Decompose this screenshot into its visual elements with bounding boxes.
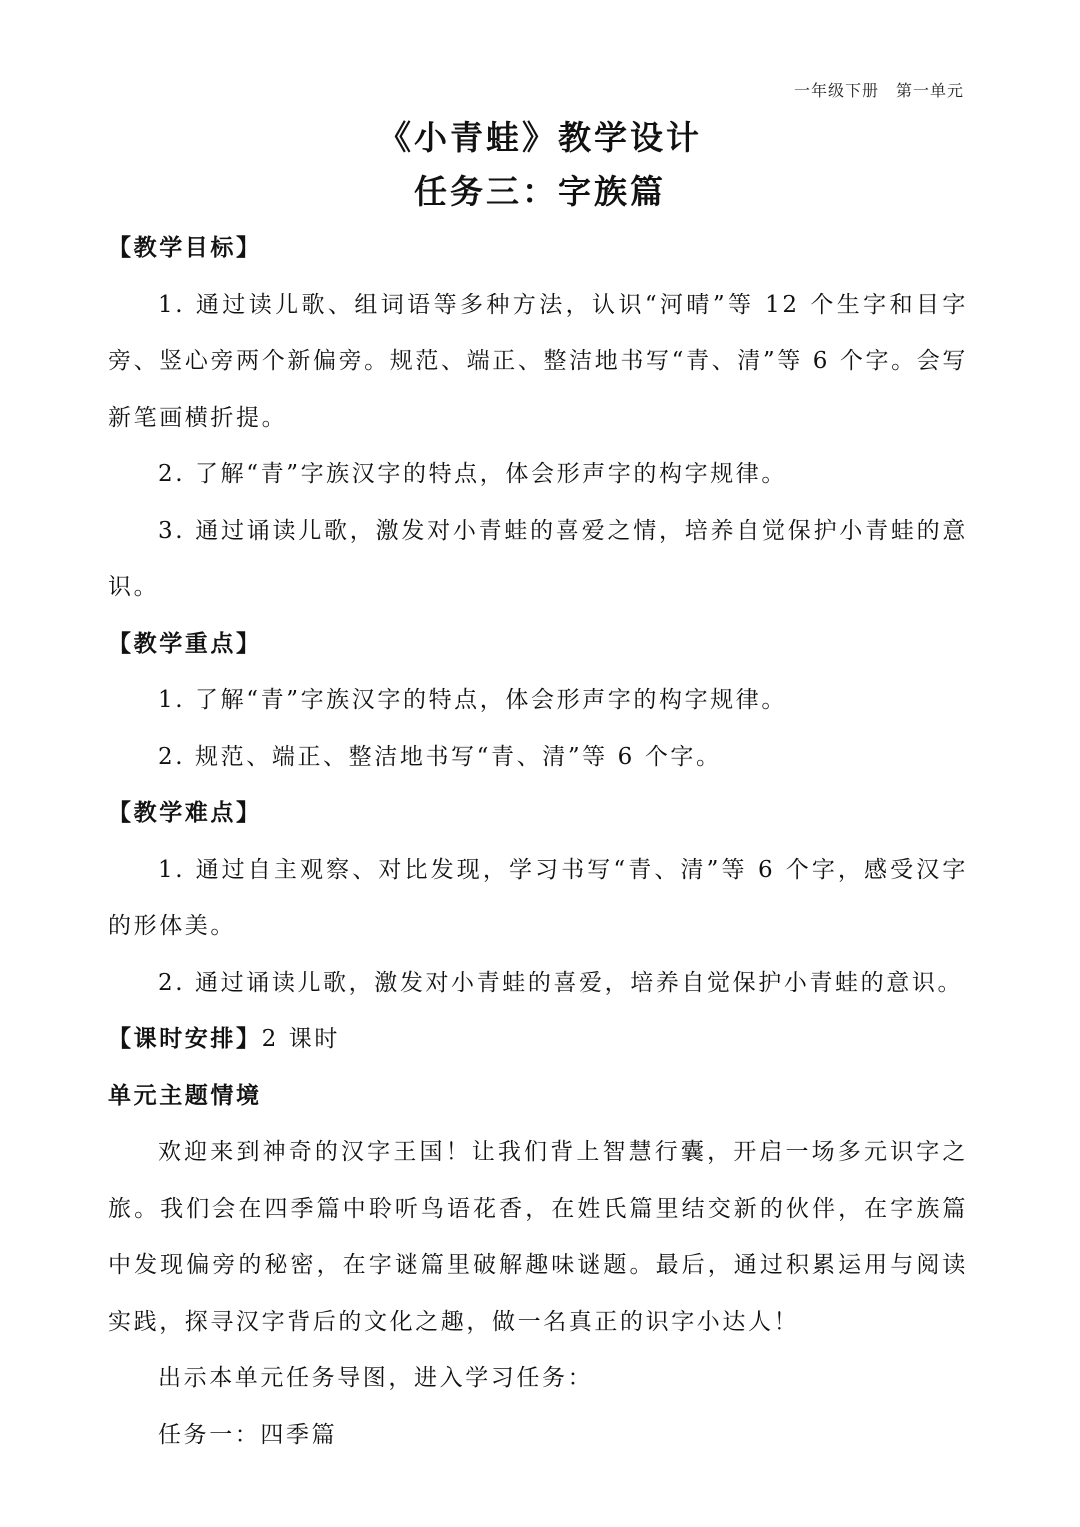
difficulty-item-1: 1. 通过自主观察、对比发现，学习书写“青、清”等 6 个字，感受汉字的形体美。 bbox=[108, 856, 968, 939]
goal-item-1: 1. 通过读儿歌、组词语等多种方法，认识“河晴”等 12 个生字和目字旁、竖心旁两个新偏旁。规范、端正、整洁地书写“青、清”等 6 个字。会写新笔画横折提。 bbox=[108, 291, 968, 431]
schedule-value: 2 课时 bbox=[261, 1026, 340, 1052]
section-heading-difficulties: 【教学难点】 bbox=[108, 799, 262, 826]
unit-theme-paragraph: 欢迎来到神奇的汉字王国！让我们背上智慧行囊，开启一场多元识字之旅。我们会在四季篇中聆听鸟语花香，在姓氏篇里结交新的伙伴，在字族篇中发现偏旁的秘密，在字谜篇里破解趣味谜题。最后，通过积累运用与阅读实践，探寻汉字背后的文化之趣，做一名真正的识字小达人！ bbox=[108, 1139, 968, 1335]
difficulty-item-2: 2. 通过诵读儿歌，激发对小青蛙的喜爱，培养自觉保护小青蛙的意识。 bbox=[158, 969, 964, 996]
key-point-item-1: 1. 了解“青”字族汉字的特点，体会形声字的构字规律。 bbox=[158, 687, 787, 713]
section-heading-key-points: 【教学重点】 bbox=[108, 629, 262, 657]
goal-item-3: 3. 通过诵读儿歌，激发对小青蛙的喜爱之情，培养自觉保护小青蛙的意识。 bbox=[108, 517, 968, 600]
key-point-item-2: 2. 规范、端正、整洁地书写“青、清”等 6 个字。 bbox=[158, 743, 722, 770]
unit-theme-instruction: 出示本单元任务导图，进入学习任务： bbox=[158, 1365, 594, 1391]
section-heading-schedule: 【课时安排】 bbox=[108, 1025, 262, 1052]
document-title: 《小青蛙》教学设计 bbox=[378, 118, 702, 157]
running-header: 一年级下册 第一单元 bbox=[793, 81, 964, 100]
goal-item-2: 2. 了解“青”字族汉字的特点，体会形声字的构字规律。 bbox=[158, 461, 787, 487]
document-subtitle: 任务三：字族篇 bbox=[414, 172, 666, 211]
document-body bbox=[108, 220, 968, 1463]
section-heading-unit-theme: 单元主题情境 bbox=[108, 1081, 262, 1109]
task-one-line: 任务一：四季篇 bbox=[158, 1421, 338, 1448]
section-heading-goals: 【教学目标】 bbox=[108, 234, 262, 261]
schedule-line bbox=[108, 1011, 968, 1068]
